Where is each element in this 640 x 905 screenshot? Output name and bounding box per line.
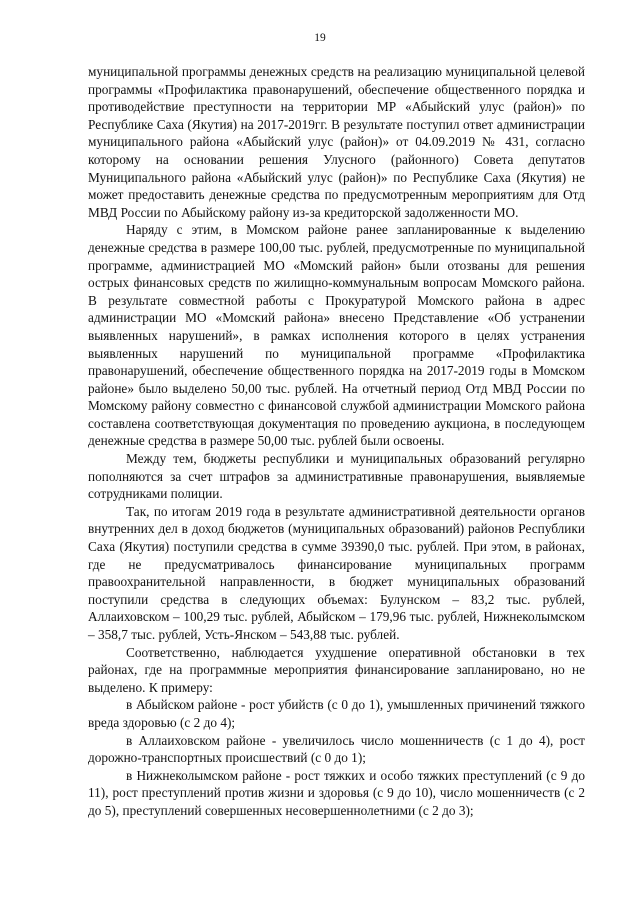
list-item-allaikhovsky: в Аллаиховском районе - увеличилось число мошенничеств (с 1 до 4), рост дорожно-транспортных происшествий (с 0 до 1); (88, 732, 585, 766)
paragraph-deterioration: Соответственно, наблюдается ухудшение оперативной обстановки в тех районах, где на программные мероприятия финансирование запланировано, но не выделено. К примеру: (88, 644, 585, 695)
list-item-abyisky: в Абыйском районе - рост убийств (с 0 до 1), умышленных причинений тяжкого вреда здоровью (с 2 до 4); (88, 697, 585, 730)
paragraph-budgets: Между тем, бюджеты республики и муниципальных образований регулярно пополняются за счет штрафов за административные правонарушения, выявляемые сотрудниками полиции. (88, 451, 585, 502)
paragraph-results-2019: Так, по итогам 2019 года в результате административной деятельности органов внутренних дел в доход бюджетов (муниципальных образований) районов Республики Саха (Якутия) поступили средства в сумме 39390,0 тыс. рублей. При этом, в районах, где не предусматривалось финансирование муниципальных программ правоохранительной направленности, в бюджет муниципальных образований поступили средства в следующих объемах: Булунском – 83,2 тыс. рублей, Аллаиховском – 100,29 тыс. рублей, Абыйском – 179,96 тыс. рублей, Нижнеколымском – 358,7 тыс. рублей, Усть-Янском – 543,88 тыс. рублей. (88, 503, 585, 642)
document-body (88, 63, 585, 820)
paragraph-continuation: муниципальной программы денежных средств на реализацию муниципальной целевой программы «Профилактика правонарушений, обеспечение общественного порядка и противодействие преступности на территории МР «Абыйский улус (район)» по Республике Саха (Якутия) на 2017-2019гг. В результате поступил ответ администрации муниципального района «Абыйский улус (район)» от 04.09.2019 № 431, согласно которому на основании решения Улусного (районного) Совета депутатов Муниципального района «Абыйский улус (район)» по Республике Саха (Якутия) не может предоставить денежные средства по предусмотренным мероприятиям для Отд МВД России по Абыйскому району из-за кредиторской задолженности МО. (88, 64, 585, 220)
paragraph-momsky: Наряду с этим, в Момском районе ранее запланированные к выделению денежные средства в размере 100,00 тыс. рублей, предусмотренные по муниципальной программе, администрацией МО «Момский район» были отозваны для решения острых финансовых средств по жилищно-коммунальным вопросам Момского района. В результате совместной работы с Прокуратурой Момского района в адрес администрации МО «Момский района» внесено Представление «Об устранении выявленных нарушений», в рамках исполнения которого в целях устранения выявленных нарушений по муниципальной программе «Профилактика правонарушений, обеспечение общественного порядка на 2017-2019 годы в Момском районе» было выделено 50,00 тыс. рублей. На отчетный период Отд МВД России по Момскому району совместно с финансовой службой администрации Момского района составлена соответствующая документация по проведению аукциона, в последующем денежные средства в размере 50,00 тыс. рублей были освоены. (88, 222, 585, 449)
list-item-nizhnekolymsky: в Нижнеколымском районе - рост тяжких и особо тяжких преступлений (с 9 до 11), рост преступлений против жизни и здоровья (с 9 до 10), число мошенничеств (с 2 до 5), преступлений совершенных несовершеннолетними (с 2 до 3); (88, 767, 585, 818)
page-number: 19 (314, 32, 326, 44)
